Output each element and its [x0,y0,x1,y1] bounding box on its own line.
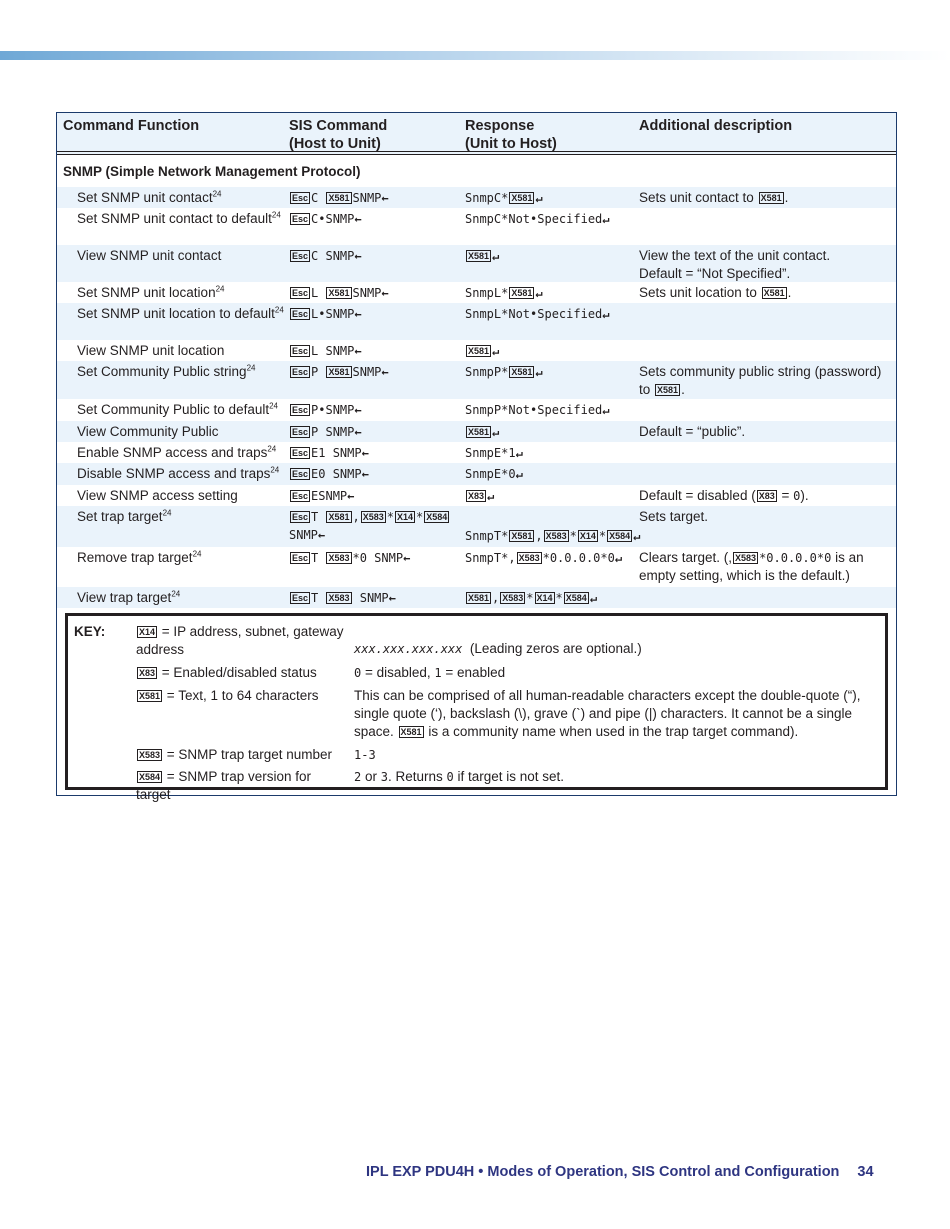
key-label: = IP address, subnet, gateway address [136,624,344,657]
esc-key-icon: Esc [292,288,309,298]
command-function: Set Community Public to default$^{24}$ [77,401,278,417]
table-row [57,361,896,399]
sis-command: Esc E1 SNMP← [292,446,369,460]
return-arrow-icon: ↵ [492,344,500,358]
command-function: View SNMP unit location [77,343,225,358]
command-function: Remove trap target$^{24}$ [77,549,202,565]
variable-box: X581 [139,691,161,701]
variable-box: X581 [328,193,350,203]
variable-box: X581 [468,251,490,261]
variable-box: X581 [328,367,350,377]
table-row [57,303,896,340]
response: X581 , X583 * X14 * X584 ↵ [468,591,598,605]
sis-command: Esc T X583 *0 SNMP← [292,551,411,565]
variable-box: X14 [139,627,156,637]
return-arrow-icon: ↵ [614,551,623,565]
response: SnmpP* X581 ↵ [465,365,543,379]
esc-key-icon: Esc [292,491,309,501]
variable-box: X581 [468,427,490,437]
esc-key-icon: Esc [292,367,309,377]
esc-key-icon: Esc [292,309,309,319]
send-arrow-icon: ← [381,191,389,205]
esc-key-icon: Esc [292,512,309,522]
return-arrow-icon: ↵ [535,286,543,300]
header-response-line2: (Unit to Host) [465,136,557,152]
description: Sets unit location to X581 . [639,285,792,300]
table-row [57,245,896,282]
return-arrow-icon: ↵ [487,489,495,503]
send-arrow-icon: ← [354,425,362,439]
variable-box: X583 [735,553,757,563]
send-arrow-icon: ← [354,307,362,321]
command-function: Set trap target$^{24}$ [77,508,172,524]
esc-key-icon: Esc [292,214,309,224]
table-header [57,113,896,155]
table-row [57,442,896,463]
key-label: = SNMP trap version for target [136,769,311,802]
send-arrow-icon: ← [347,489,355,503]
description: View the text of the unit contact. Default = “Not Specified”. [639,248,831,281]
key-label: = Enabled/disabled status [161,665,317,680]
table-row [57,463,896,485]
return-arrow-icon: ↵ [633,529,641,543]
variable-box: X581 [511,531,533,541]
response: SnmpC*Not•Specified↵ [465,212,610,226]
table-row [57,399,896,421]
response: SnmpC* X581 ↵ [465,191,543,205]
esc-key-icon: Esc [292,193,309,203]
sis-command-table [56,112,897,802]
command-function: Disable SNMP access and traps$^{24}$ [77,465,280,481]
variable-box: X14 [536,593,553,603]
send-arrow-icon: ← [354,344,362,358]
send-arrow-icon: ← [388,591,396,605]
response: SnmpE*0↵ [465,467,523,481]
return-arrow-icon: ↵ [492,425,500,439]
command-function: Set SNMP unit contact$^{24}$ [77,189,222,205]
esc-key-icon: Esc [292,448,309,458]
response: SnmpE*1↵ [465,446,523,460]
variable-box: X14 [579,531,596,541]
page-number: 34 [857,1164,874,1180]
key-legend: KEY: X14 = IP address, subnet, gateway address xxx.xxx.xxx.xxx (Leading zeros are optional.) X83 = Enabled/disabled status 0 = disabled, 1 = enabled X581 = Text, 1 to 64 characters This can be comprised of all human-readable characters except the double-quote (“), single quote (‘), backslash (\), grave (`) and pipe (|) characters. It cannot be a single space. X581 is a community name when used in the trap target command). X583 = SNMP trap target number 1-3 X584 = SNMP trap version for target 2 or 3. Returns 0 if target is not set. [65,613,888,790]
variable-box: X581 [468,593,490,603]
table-row [57,208,896,245]
return-arrow-icon: ↵ [515,467,523,481]
ip-format: xxx.xxx.xxx.xxx [354,642,463,656]
send-arrow-icon: ← [381,286,389,300]
command-function: View SNMP access setting [77,488,238,503]
table-row [57,587,896,608]
esc-key-icon: Esc [292,427,309,437]
return-arrow-icon: ↵ [492,249,500,263]
command-function: Set SNMP unit location$^{24}$ [77,284,225,300]
table-row [57,421,896,442]
header-response [465,117,557,153]
header-sis-command-line2: (Host to Unit) [289,136,381,152]
return-arrow-icon: ↵ [515,446,523,460]
variable-box: X583 [139,750,161,760]
esc-key-icon: Esc [292,553,309,563]
table-row [57,187,896,208]
key-title: KEY: [74,624,106,639]
sis-command: Esc L X581 SNMP← [292,286,389,300]
header-sis-command [289,117,387,153]
variable-box: X581 [760,193,782,203]
send-arrow-icon: ← [381,365,389,379]
sis-command: Esc T X583 SNMP← [292,591,396,605]
key-note: (Leading zeros are optional.) [469,641,642,656]
variable-box: X83 [758,491,775,501]
description: Clears target. (, X583 *0.0.0.0*0 is an empty setting, which is the default.) [639,550,864,583]
table-row [57,506,896,547]
table-row [57,485,896,506]
send-arrow-icon: ← [354,249,362,263]
variable-box: X583 [328,553,350,563]
command-function: Enable SNMP access and traps$^{24}$ [77,444,277,460]
header-sis-command-line1: SIS Command [289,118,388,134]
variable-box: X583 [545,531,567,541]
esc-key-icon: Esc [292,469,309,479]
description: Sets community public string (password) to X581 . [639,364,882,397]
command-function: View SNMP unit contact [77,248,222,263]
variable-box: X581 [657,385,679,395]
key-label: = SNMP trap target number [166,747,333,762]
send-arrow-icon: ← [354,212,362,226]
response: SnmpL*Not•Specified↵ [465,307,610,321]
response [465,342,637,360]
command-function: View trap target$^{24}$ [77,589,181,605]
esc-key-icon: Esc [292,405,309,415]
variable-box: X584 [426,512,448,522]
description: Default = disabled ( X83 = 0). [639,488,809,503]
return-arrow-icon: ↵ [602,403,610,417]
response [465,423,637,441]
send-arrow-icon: ← [361,446,369,460]
variable-box: X14 [397,512,414,522]
description: Sets target. [639,509,709,524]
top-accent-bar [0,51,950,60]
return-arrow-icon: ↵ [589,591,598,605]
header-response-line1: Response [465,118,535,134]
sis-command: Esc P X581 SNMP← [292,365,389,379]
variable-box: X581 [468,346,490,356]
send-arrow-icon: ← [317,528,326,542]
table-row [57,547,896,587]
variable-box: X584 [139,772,161,782]
response [465,487,637,505]
return-arrow-icon: ↵ [535,191,543,205]
table-row [57,340,896,361]
sis-command: Esc ESNMP← [292,489,355,503]
variable-box: X583 [362,512,384,522]
sis-command: Esc P•SNMP← [292,403,362,417]
sis-command: Esc C X581 SNMP← [292,191,389,205]
table-row [57,282,896,303]
variable-box: X581 [400,727,422,737]
sis-command: Esc E0 SNMP← [292,467,369,481]
variable-box: X583 [328,593,350,603]
description: Sets unit contact to X581 . [639,190,789,205]
return-arrow-icon: ↵ [535,365,543,379]
command-function: View Community Public [77,424,219,439]
esc-key-icon: Esc [292,251,309,261]
variable-box: X581 [763,288,785,298]
variable-box: X583 [502,593,524,603]
send-arrow-icon: ← [354,403,362,417]
description: Default = “public”. [639,424,746,439]
variable-box: X581 [511,367,533,377]
command-function: Set SNMP unit location to default$^{24}$ [77,305,284,321]
sis-command: Esc C SNMP← [292,249,362,263]
page-footer [366,1164,874,1180]
sis-command: Esc T X581 , X583 * X14 * X584 SNMP← [289,510,448,542]
response: SnmpP*Not•Specified↵ [465,403,610,417]
variable-box: X581 [511,193,533,203]
variable-box: X581 [511,288,533,298]
response: SnmpT*, X583 *0.0.0.0*0↵ [465,551,623,565]
header-additional-description: Additional description [639,118,793,134]
header-command-function: Command Function [63,118,200,134]
sis-command: Esc C•SNMP← [292,212,362,226]
response [465,247,637,265]
variable-box: X584 [565,593,587,603]
variable-box: X581 [328,288,350,298]
footer-title: IPL EXP PDU4H • Modes of Operation, SIS Control and Configuration [366,1164,840,1180]
variable-box: X581 [328,512,350,522]
variable-box: X83 [468,491,485,501]
return-arrow-icon: ↵ [602,307,610,321]
response: SnmpL* X581 ↵ [465,286,543,300]
variable-box: X584 [609,531,631,541]
variable-box: X583 [518,553,540,563]
sis-command: Esc L SNMP← [292,344,362,358]
response: SnmpT* X581 , X583 * X14 * X584 ↵ [465,529,641,543]
sis-command: Esc L•SNMP← [292,307,362,321]
variable-box: X83 [139,668,156,678]
esc-key-icon: Esc [292,593,309,603]
sis-command: Esc P SNMP← [292,425,362,439]
return-arrow-icon: ↵ [602,212,610,226]
send-arrow-icon: ← [403,551,411,565]
command-function: Set Community Public string$^{24}$ [77,363,256,379]
key-label: = Text, 1 to 64 characters [166,688,319,703]
esc-key-icon: Esc [292,346,309,356]
send-arrow-icon: ← [361,467,369,481]
command-function: Set SNMP unit contact to default$^{24}$ [77,210,281,226]
section-title: SNMP (Simple Network Management Protocol) [63,164,361,179]
